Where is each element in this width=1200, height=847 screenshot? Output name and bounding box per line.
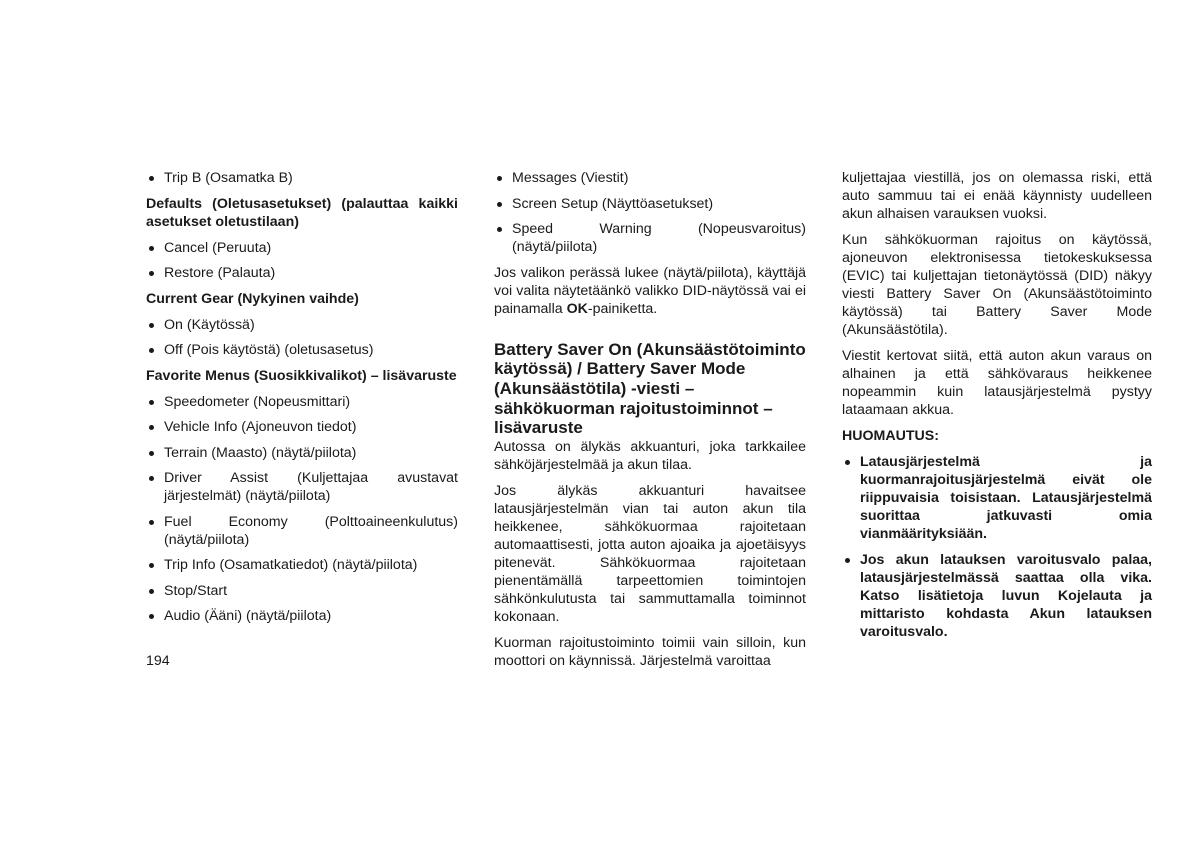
list-item: Restore (Palauta): [146, 264, 458, 282]
note-heading: HUOMAUTUS:: [842, 428, 939, 444]
section-heading: Battery Saver On (Akunsäästötoiminto käytössä) / Battery Saver Mode (Akunsäästötila) -viesti – sähkökuorman rajoitustoiminnot – lisävaruste: [494, 339, 806, 438]
list-item: Messages (Viestit): [494, 169, 806, 187]
list-item: Screen Setup (Näyttöasetukset): [494, 195, 806, 213]
list-item: On (Käytössä): [146, 316, 458, 334]
defaults-heading: Defaults (Oletusasetukset) (palauttaa kaikki asetukset oletustilaan): [146, 195, 458, 230]
bullet-group-trip: [146, 169, 458, 187]
current-gear-heading: Current Gear (Nykyinen vaihde): [146, 290, 359, 307]
list-item: Trip Info (Osamatkatiedot) (näytä/piilota): [146, 556, 458, 574]
list-item: Fuel Economy (Polttoaineenkulutus) (näytä/piilota): [146, 513, 458, 549]
paragraph: Kun sähkökuorman rajoitus on käytössä, ajoneuvon elektronisessa tietokeskuksessa (EVIC) tai kuljettajan tietonäytössä (DID) näkyy viesti Battery Saver On (Akunsäästötoiminto käytössä) tai Battery Saver Mode (Akunsäästötila).: [842, 232, 1152, 338]
list-item: Speedometer (Nopeusmittari): [146, 393, 458, 411]
list-item: Audio (Ääni) (näytä/piilota): [146, 607, 458, 625]
paragraph-text: Jos valikon perässä lukee (näytä/piilota), käyttäjä voi valita näytetäänkö valikko DID-näytössä vai ei painamalla: [494, 264, 806, 317]
show-hide-paragraph: [494, 264, 806, 318]
paragraph: Viestit kertovat siitä, että auton akun varaus on alhainen ja että sähkövaraus heikkenee nopeammin kuin latausjärjestelmä pystyy lataamaan akkua.: [842, 348, 1152, 418]
right-column: [842, 169, 1152, 648]
list-item: Driver Assist (Kuljettajaa avustavat järjestelmät) (näytä/piilota): [146, 469, 458, 505]
list-item: Stop/Start: [146, 582, 458, 600]
list-item: Off (Pois käytöstä) (oletusasetus): [146, 341, 458, 359]
middle-column: [494, 169, 806, 678]
list-item: Speed Warning (Nopeusvaroitus) (näytä/piilota): [494, 220, 806, 256]
paragraph-text: -painiketta.: [587, 300, 658, 317]
bullet-group-gear: [146, 316, 458, 360]
note-list: [842, 453, 1152, 641]
favorite-menus-heading: Favorite Menus (Suosikkivalikot) – lisävaruste: [146, 367, 457, 384]
paragraph: kuljettajaa viestillä, jos on olemassa riski, että auto sammuu tai ei enää käynnisty uudelleen akun alhaisen varauksen vuoksi.: [842, 170, 1152, 222]
list-item: Terrain (Maasto) (näytä/piilota): [146, 444, 458, 462]
bullet-group-defaults: [146, 239, 458, 283]
list-item: Trip B (Osamatka B): [146, 169, 458, 187]
paragraph: Autossa on älykäs akkuanturi, joka tarkkailee sähköjärjestelmää ja akun tilaa.: [494, 439, 806, 474]
bullet-group-menus: [494, 169, 806, 256]
list-item: Vehicle Info (Ajoneuvon tiedot): [146, 418, 458, 436]
paragraph: Jos älykäs akkuanturi havaitsee latausjärjestelmän vian tai auton akun tila heikkenee, sähkökuormaa rajoitetaan automaattisesti, jotta auton ajoaika ja ajoetäisyys pitenevät. Sähkökuormaa rajoitetaan pienentämällä tarpeettomien toimintojen sähkönkulutusta tai sammuttamalla toiminnot kokonaan.: [494, 483, 806, 626]
left-column: [146, 169, 458, 633]
note-item: Latausjärjestelmä ja kuormanrajoitusjärjestelmä eivät ole riippuvaisia toisistaan. Latausjärjestelmä suorittaa jatkuvasti omia vianmäärityksiään.: [842, 453, 1152, 543]
page-number: 194: [146, 653, 170, 669]
list-item: Cancel (Peruuta): [146, 239, 458, 257]
paragraph: Kuorman rajoitustoiminto toimii vain silloin, kun moottori on käynnissä. Järjestelmä varoittaa: [494, 635, 806, 670]
ok-button-label: OK: [566, 300, 588, 317]
bullet-group-favorites: [146, 393, 458, 626]
note-item: Jos akun latauksen varoitusvalo palaa, latausjärjestelmässä saattaa olla vika. Katso lisätietoja luvun Kojelauta ja mittaristo kohdasta Akun latauksen varoitusvalo.: [842, 551, 1152, 641]
